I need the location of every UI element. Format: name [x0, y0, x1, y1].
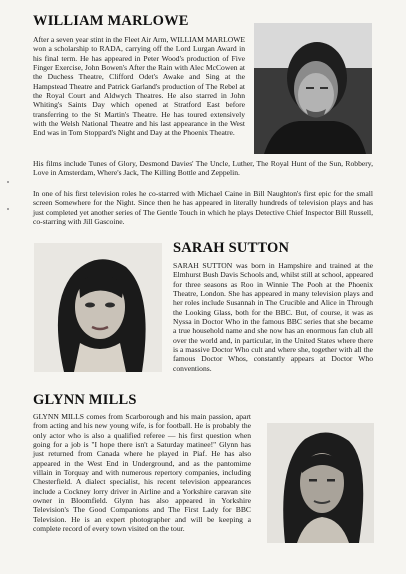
- margin-mark: [7, 181, 9, 183]
- sutton-portrait: [34, 243, 162, 372]
- marlowe-bio-stage: After a seven year stint in the Fleet Air Arm, WILLIAM MARLOWE won a scholarship to RADA, carrying off the Lord Lurgan Award in his final term. He has appeared in Peter Wood's production of Five Finger Exercise, John Bowen's After the Rain with Alec McCowen at the Duchess Theatre, Clifford Odet's Awake and Sing at the Hampstead Theatre and Patrick Garland's production of The Rebel at the Royal Court and Aldwych Theatres. He also starred in John Whiting's Saints Day which opened at Stratford East before transferring to the St Martin's Theatre. He has toured extensively with the Welsh National Theatre and his last appearance in the West End was in Tom Stoppard's Night and Day at the Phoenix Theatre.: [33, 35, 246, 138]
- margin-mark: [7, 208, 9, 210]
- marlowe-bio-films: His films include Tunes of Glory, Desmond Davies' The Uncle, Luther, The Royal Hunt of the Sun, Robbery, Love in Amsterdam, Where's Jack, The Killing Bottle and Zeppelin.: [33, 159, 373, 178]
- mills-heading: GLYNN MILLS: [33, 392, 137, 408]
- marlowe-portrait: [254, 23, 372, 154]
- marlowe-heading: WILLIAM MARLOWE: [33, 13, 189, 29]
- mills-bio: GLYNN MILLS comes from Scarborough and his main passion, apart from acting and his new young wife, is for football. He is probably the only actor who is also a qualified referee — his first question when going for a job is "I hope there isn't a Saturday matinee!" Glynn has just returned from Canada where he played in Piaf. He has also appeared in the West End in Underground, and as the pantomime villain in Torquay and with numerous repertory companies, including Chesterfield. A dialect specialist, his recent television appearances include a Cockney lorry driver in Airline and a Yorkshire caravan site owner in Bloomfield. Glynn has also appeared in Yorkshire Television's The Good Companions and The First Lady for BBC Television. He is an expert photographer and will be keeping a complete record of every town visited on the tour.: [33, 412, 251, 534]
- sutton-heading: SARAH SUTTON: [173, 240, 290, 256]
- sutton-bio: SARAH SUTTON was born in Hampshire and trained at the Elmhurst Bush Davis Schools and, whilst still at school, appeared for three seasons as Roo in Winnie The Pooh at the Phoenix Theatre, London. She has appeared in many television plays and her roles include Susannah in The Crucible and Alice in Through the Looking Glass, both for the BBC. But, of course, it was as Nyssa in Doctor Who in the famous BBC series that she became a true household name and she now has an enormous fan club all over the world and, in particular, in the United States where there is a massive Doctor Who cult and where she, together with all the famous Doctor Whos, constantly appears at Doctor Who conventions.: [173, 261, 373, 373]
- marlowe-bio-television: In one of his first television roles he co-starred with Michael Caine in Bill Naughton's first epic for the small screen Somewhere for the Night. Since then he has appeared in literally hundreds of television plays and has just completed yet another series of The Gentle Touch in which he plays Detective Chief Inspector Bill Russell, co-starring with Jill Gascoine.: [33, 189, 373, 227]
- mills-portrait: [267, 423, 374, 543]
